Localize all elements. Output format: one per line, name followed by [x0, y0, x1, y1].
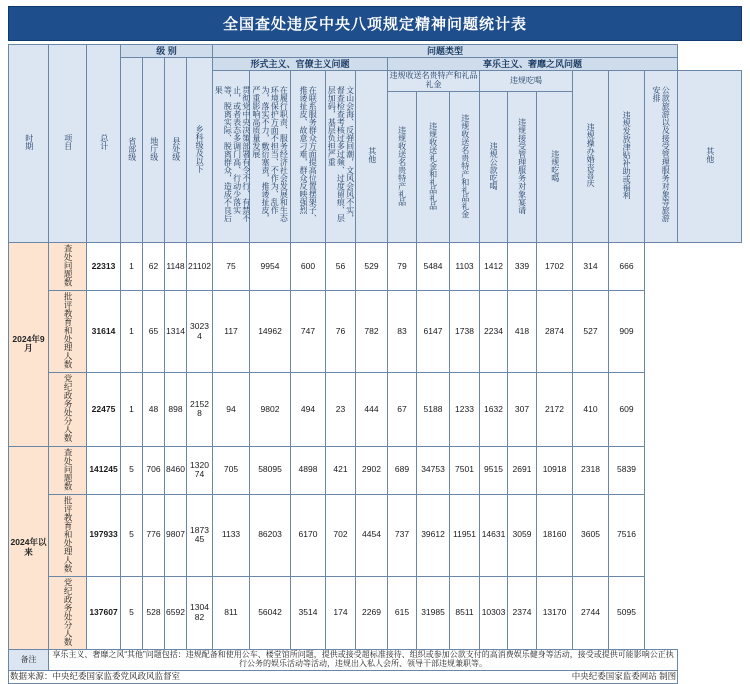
cell: 7516	[609, 494, 645, 576]
cell: 7501	[450, 446, 480, 494]
cell: 1632	[480, 373, 508, 447]
cell: 21528	[187, 373, 213, 447]
header-problem-type-group: 问题类型	[213, 45, 678, 58]
cell: 666	[609, 243, 645, 291]
header-hedonism-gift-group: 违规收送名贵特产和礼品礼金	[388, 71, 480, 92]
source-left: 数据来源：中央纪委国家监委党风政风监督室	[10, 671, 181, 682]
cell: 3605	[573, 494, 609, 576]
cell: 1133	[213, 494, 250, 576]
cell: 811	[213, 576, 250, 650]
cell: 9807	[165, 494, 187, 576]
header-level-xiangke: 乡科级及以下	[187, 58, 213, 243]
header-formalism-group: 形式主义、官僚主义问题	[213, 58, 388, 71]
cell: 86203	[250, 494, 291, 576]
cell: 75	[213, 243, 250, 291]
cell: 21102	[187, 243, 213, 291]
header-hedonism-dining-banquet: 违规接受管理服务对象宴请	[508, 92, 537, 243]
cell: 10918	[537, 446, 573, 494]
header-level-diting: 地厅级	[143, 58, 165, 243]
header-hedonism-gift-cash: 违规收送礼金和礼品礼品	[417, 92, 450, 243]
cell: 34753	[417, 446, 450, 494]
table-row	[9, 576, 742, 650]
cell: 5839	[609, 446, 645, 494]
cell: 6147	[417, 291, 450, 373]
cell: 65	[143, 291, 165, 373]
cell: 6592	[165, 576, 187, 650]
cell: 174	[326, 576, 356, 650]
cell: 1	[121, 291, 143, 373]
cell: 58095	[250, 446, 291, 494]
cell: 5	[121, 446, 143, 494]
cell: 2874	[537, 291, 573, 373]
cell: 609	[609, 373, 645, 447]
cell: 2234	[480, 291, 508, 373]
cell: 314	[573, 243, 609, 291]
cell-total: 22313	[87, 243, 121, 291]
cell: 5	[121, 494, 143, 576]
cell: 5	[121, 576, 143, 650]
cell: 130482	[187, 576, 213, 650]
cell: 2744	[573, 576, 609, 650]
cell: 94	[213, 373, 250, 447]
row-label: 查处问题数	[49, 446, 87, 494]
cell: 132074	[187, 446, 213, 494]
header-level-xianchu: 县处级	[165, 58, 187, 243]
cell: 13170	[537, 576, 573, 650]
header-formalism-col-1: 贯彻党中央决策部署有令不行、有禁不止，或者表态多调门高、行动少落实等，脱离实际、脱离群众，造成不良后果	[213, 71, 250, 243]
cell: 5188	[417, 373, 450, 447]
header-time	[9, 45, 49, 243]
header-total	[87, 45, 121, 243]
cell-total: 197933	[87, 494, 121, 576]
cell: 2318	[573, 446, 609, 494]
cell: 529	[356, 243, 388, 291]
page-title: 全国查处违反中央八项规定精神问题统计表	[8, 6, 742, 41]
cell-total: 137607	[87, 576, 121, 650]
cell: 747	[291, 291, 326, 373]
header-hedonism-allowance: 违规发放津贴补助或福利	[609, 71, 645, 243]
cell: 2902	[356, 446, 388, 494]
header-hedonism-dining-public: 违规公款吃喝	[480, 92, 508, 243]
row-label: 党纪政务处分人数	[49, 373, 87, 447]
cell: 702	[326, 494, 356, 576]
cell: 410	[573, 373, 609, 447]
cell: 600	[291, 243, 326, 291]
cell: 18160	[537, 494, 573, 576]
header-formalism-col-4: 文山会海、反弹回潮，文风会风不实，督查检查考核过多过频、过度留痕、层层加码，基层负担严重	[326, 71, 356, 243]
header-total-label: 总计	[99, 134, 109, 151]
cell: 1	[121, 373, 143, 447]
cell: 3059	[508, 494, 537, 576]
header-hedonism-dining-total: 违规吃喝	[537, 92, 573, 243]
source-row	[9, 671, 742, 684]
cell: 2374	[508, 576, 537, 650]
cell: 2269	[356, 576, 388, 650]
cell: 79	[388, 243, 417, 291]
row-label: 查处问题数	[49, 243, 87, 291]
table-row	[9, 494, 742, 576]
cell: 67	[388, 373, 417, 447]
header-formalism-col-2: 在履行职责、服务经济社会发展和生态环境保护方面不担当、不作为、乱作为，落实不力，敷衍塞责，推诿扯皮，严重影响高质量发展	[250, 71, 291, 243]
row-period: 2024年9月	[9, 243, 49, 447]
cell: 23	[326, 373, 356, 447]
cell: 30234	[187, 291, 213, 373]
cell: 187345	[187, 494, 213, 576]
header-formalism-col-3: 在联系服务群众方面提高位置摆架子、推诿扯皮、故意刁难，群众反映强烈	[291, 71, 326, 243]
cell: 11951	[450, 494, 480, 576]
cell: 1314	[165, 291, 187, 373]
cell: 56	[326, 243, 356, 291]
header-hedonism-gift-specialty: 违规收送名贵特产礼品	[388, 92, 417, 243]
cell: 1103	[450, 243, 480, 291]
table-row	[9, 373, 742, 447]
cell: 8460	[165, 446, 187, 494]
table-row	[9, 446, 742, 494]
cell: 528	[143, 576, 165, 650]
cell: 909	[609, 291, 645, 373]
cell: 421	[326, 446, 356, 494]
header-level-group: 级 别	[121, 45, 213, 58]
cell: 39612	[417, 494, 450, 576]
header-hedonism-gift-total: 违规收送名贵特产和礼品礼金	[450, 92, 480, 243]
header-hedonism-group: 享乐主义、奢靡之风问题	[388, 58, 678, 71]
cell-total: 31614	[87, 291, 121, 373]
cell: 782	[356, 291, 388, 373]
header-level-sheng: 省部级	[121, 58, 143, 243]
cell: 10303	[480, 576, 508, 650]
header-item-label: 项目	[63, 134, 73, 151]
cell: 615	[388, 576, 417, 650]
cell: 444	[356, 373, 388, 447]
cell: 689	[388, 446, 417, 494]
source-cell	[9, 671, 678, 684]
cell: 307	[508, 373, 537, 447]
table-row	[9, 291, 742, 373]
cell: 117	[213, 291, 250, 373]
cell: 339	[508, 243, 537, 291]
row-label: 批评教育和处理人数	[49, 291, 87, 373]
table-row	[9, 243, 742, 291]
cell: 8511	[450, 576, 480, 650]
note-row	[9, 650, 742, 671]
cell: 1412	[480, 243, 508, 291]
header-hedonism-wedding: 违规操办婚丧喜庆	[573, 71, 609, 243]
cell-total: 22475	[87, 373, 121, 447]
cell-total: 141245	[87, 446, 121, 494]
cell: 737	[388, 494, 417, 576]
cell: 9515	[480, 446, 508, 494]
cell: 2691	[508, 446, 537, 494]
statistics-table	[8, 44, 742, 684]
row-period: 2024年以来	[9, 446, 49, 650]
cell: 31985	[417, 576, 450, 650]
cell: 14631	[480, 494, 508, 576]
header-item	[49, 45, 87, 243]
cell: 4454	[356, 494, 388, 576]
cell: 5095	[609, 576, 645, 650]
cell: 3514	[291, 576, 326, 650]
cell: 9802	[250, 373, 291, 447]
cell: 83	[388, 291, 417, 373]
cell: 5484	[417, 243, 450, 291]
cell: 494	[291, 373, 326, 447]
cell: 1233	[450, 373, 480, 447]
cell: 527	[573, 291, 609, 373]
cell: 776	[143, 494, 165, 576]
cell: 2172	[537, 373, 573, 447]
cell: 706	[143, 446, 165, 494]
header-formalism-other: 其他	[356, 71, 388, 243]
cell: 9954	[250, 243, 291, 291]
row-label: 党纪政务处分人数	[49, 576, 87, 650]
cell: 418	[508, 291, 537, 373]
cell: 56042	[250, 576, 291, 650]
cell: 62	[143, 243, 165, 291]
header-hedonism-other: 其他	[678, 71, 742, 243]
header-row-1	[9, 45, 742, 58]
header-hedonism-dining-group: 违规吃喝	[480, 71, 573, 92]
cell: 1702	[537, 243, 573, 291]
cell: 1738	[450, 291, 480, 373]
cell: 1	[121, 243, 143, 291]
cell: 898	[165, 373, 187, 447]
cell: 6170	[291, 494, 326, 576]
cell: 76	[326, 291, 356, 373]
note-label: 备注	[9, 650, 49, 671]
note-text: 享乐主义、奢靡之风“其他”问题包括：违规配备和使用公车、楼堂馆所问题，提供或接受超标准接待、组织或参加公款支付的高消费娱乐健身等活动，接受或提供可能影响公正执行公务的娱乐活动等活动，违规出入私人会所、领导干部违规兼职等。	[49, 650, 678, 671]
header-hedonism-travel: 公款旅游以及接受管理服务对象等旅游安排	[645, 71, 678, 243]
cell: 48	[143, 373, 165, 447]
header-time-label: 时期	[24, 134, 34, 151]
cell: 1148	[165, 243, 187, 291]
cell: 705	[213, 446, 250, 494]
row-label: 批评教育和处理人数	[49, 494, 87, 576]
source-right: 中央纪委国家监委网站 制图	[571, 671, 677, 682]
cell: 4898	[291, 446, 326, 494]
cell: 14962	[250, 291, 291, 373]
